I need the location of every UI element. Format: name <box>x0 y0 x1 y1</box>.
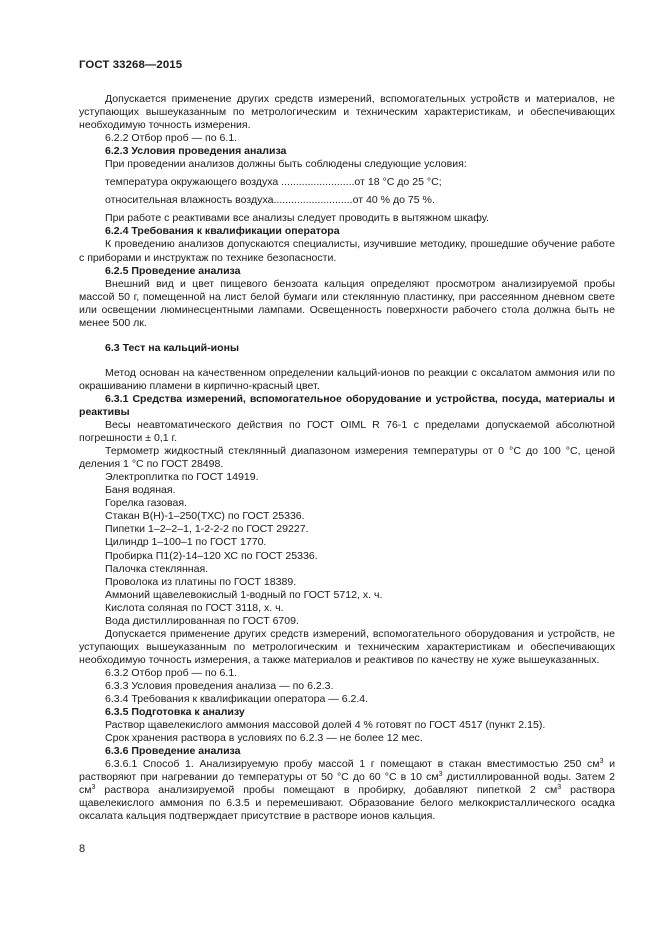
document-body <box>79 93 615 823</box>
equipment-item: Палочка стеклянная. <box>105 562 209 575</box>
section-heading-6-3: 6.3 Тест на кальций-ионы <box>105 341 239 354</box>
paragraph: Допускается применение других средств измерений, вспомогательного оборудования и устройств, не уступающих вышеуказанным по метрологическим и техническим характеристикам и обеспечивающих необходимую точность измерения, а также материалов и реактивов по качеству не хуже вышеуказанных. <box>79 627 615 666</box>
reagent-item: Аммоний щавелевокислый 1-водный по ГОСТ 5712, х. ч. <box>105 588 383 601</box>
clause-6-3-4: 6.3.4 Требования к квалификации оператора — 6.2.4. <box>105 693 369 706</box>
clause-6-2-2: 6.2.2 Отбор проб — по 6.1. <box>105 132 238 145</box>
paragraph: При проведении анализов должны быть соблюдены следующие условия: <box>105 158 467 171</box>
equipment-item: Цилиндр 1–100–1 по ГОСТ 1770. <box>105 536 267 549</box>
text-run: 6.3.6.1 Способ 1. Анализируемую пробу массой 1 г помещают в стакан вместимостью 250 см <box>105 758 600 771</box>
clause-6-3-3: 6.3.3 Условия проведения анализа — по 6.2.3. <box>105 679 334 692</box>
equipment-item: Стакан В(Н)-1–250(ТХС) по ГОСТ 25336. <box>105 510 305 523</box>
clause-heading-6-2-4: 6.2.4 Требования к квалификации оператора <box>105 225 340 238</box>
text-run: раствора щавелекислого аммония по 6.3.5 и перемешивают. Образование белого мелкокристаллического осадка оксалата кальция подтверждает присутствие в растворе ионов кальция. <box>79 784 615 823</box>
clause-heading-6-2-3: 6.2.3 Условия проведения анализа <box>105 145 287 158</box>
superscript: 3 <box>91 784 96 792</box>
standard-header: ГОСТ 33268—2015 <box>79 59 183 71</box>
paragraph: Внешний вид и цвет пищевого бензоата кальция определяют просмотром анализируемой пробы массой 50 г, помещенной на лист белой бумаги или стеклянную пластинку, при рассеянном дневном свете или освещении люминесцентными лампами. Освещенность поверхности рабочего стола должна быть не менее 500 лк. <box>79 277 615 329</box>
page-number: 8 <box>79 843 86 855</box>
text-run: и растворяют при нагревании до температуры от 50 °С до 60 °С в 10 см <box>79 758 616 784</box>
paragraph: К проведению анализов допускаются специалисты, изучившие методику, прошедшие обучение работе с приборами и инструктаж по технике безопасности. <box>79 238 615 264</box>
reagent-item: Вода дистиллированная по ГОСТ 6709. <box>105 614 299 627</box>
superscript: 3 <box>438 771 443 779</box>
equipment-item: Весы неавтоматического действия по ГОСТ OIML R 76-1 с пределами допускаемой абсолютной погрешности ± 0,1 г. <box>79 419 615 445</box>
clause-heading-6-3-1: 6.3.1 Средства измерений, вспомогательное оборудование и устройства, посуда, материалы и реактивы <box>79 392 615 418</box>
paragraph: Метод основан на качественном определении кальций-ионов по реакции с оксалатом аммония или по окрашиванию пламени в кирпично-красный цвет. <box>79 366 615 392</box>
method-1-paragraph <box>79 758 615 823</box>
paragraph: При работе с реактивами все анализы следует проводить в вытяжном шкафу. <box>105 212 489 225</box>
clause-heading-6-3-6: 6.3.6 Проведение анализа <box>105 745 241 758</box>
equipment-item: Термометр жидкостный стеклянный диапазоном измерения температуры от 0 °С до 100 °С, ценой деления 1 °С по ГОСТ 28498. <box>79 445 615 471</box>
condition-temperature: температура окружающего воздуха .........................от 18 °С до 25 °С; <box>105 176 442 189</box>
condition-humidity: относительная влажность воздуха...........................от 40 % до 75 %. <box>105 194 435 207</box>
superscript: 3 <box>599 758 604 766</box>
reagent-item: Кислота соляная по ГОСТ 3118, х. ч. <box>105 601 284 614</box>
text-run: раствора анализируемой пробы помещают в пробирку, добавляют пипеткой 2 см <box>95 784 558 797</box>
superscript: 3 <box>557 784 562 792</box>
text-run: дистиллированной воды. Затем 2 см <box>79 771 615 797</box>
paragraph: Допускается применение других средств измерений, вспомогательных устройств и материалов, не уступающих вышеуказанным по метрологическим и техническим характеристикам, и обеспечивающих необходимую точность измерения. <box>79 93 615 132</box>
clause-heading-6-2-5: 6.2.5 Проведение анализа <box>105 264 241 277</box>
equipment-item: Пипетки 1–2–2–1, 1-2-2-2 по ГОСТ 29227. <box>105 523 309 536</box>
equipment-item: Баня водяная. <box>105 484 176 497</box>
equipment-item: Пробирка П1(2)-14–120 ХС по ГОСТ 25336. <box>105 549 318 562</box>
equipment-item: Проволока из платины по ГОСТ 18389. <box>105 575 297 588</box>
equipment-item: Электроплитка по ГОСТ 14919. <box>105 471 259 484</box>
paragraph: Срок хранения раствора в условиях по 6.2.3 — не более 12 мес. <box>105 732 423 745</box>
clause-heading-6-3-5: 6.3.5 Подготовка к анализу <box>105 706 245 719</box>
equipment-item: Горелка газовая. <box>105 497 187 510</box>
clause-6-3-2: 6.3.2 Отбор проб — по 6.1. <box>105 666 238 679</box>
paragraph: Раствор щавелекислого аммония массовой долей 4 % готовят по ГОСТ 4517 (пункт 2.15). <box>105 719 546 732</box>
